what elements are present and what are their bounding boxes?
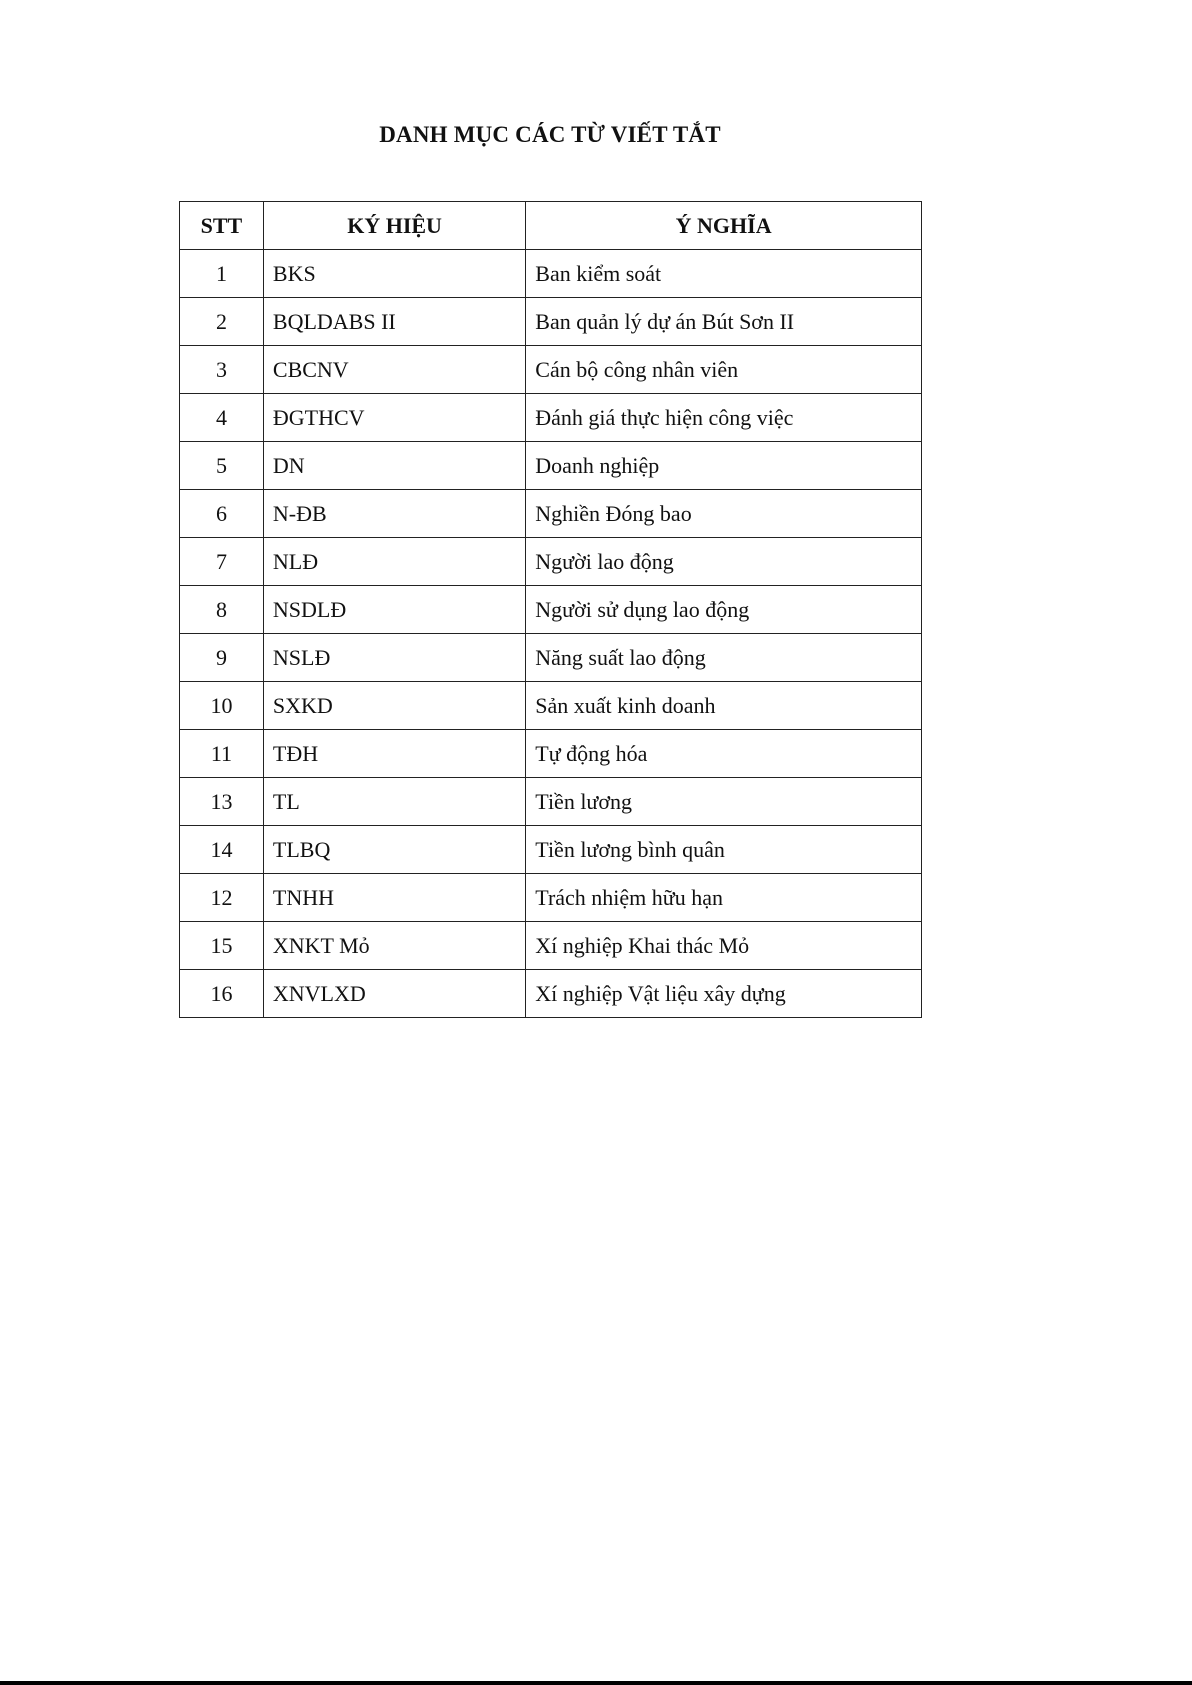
row-stt: 8 bbox=[180, 586, 264, 634]
row-meaning: Năng suất lao động bbox=[526, 634, 922, 682]
row-meaning: Người sử dụng lao động bbox=[526, 586, 922, 634]
table-row bbox=[180, 922, 922, 970]
row-stt: 11 bbox=[180, 730, 264, 778]
table-row bbox=[180, 298, 922, 346]
row-meaning: Xí nghiệp Khai thác Mỏ bbox=[526, 922, 922, 970]
row-meaning: Nghiền Đóng bao bbox=[526, 490, 922, 538]
table-row bbox=[180, 682, 922, 730]
row-code: TLBQ bbox=[263, 826, 525, 874]
row-meaning: Doanh nghiệp bbox=[526, 442, 922, 490]
header-meaning: Ý NGHĨA bbox=[526, 202, 922, 250]
row-stt: 1 bbox=[180, 250, 264, 298]
page-bottom-border bbox=[0, 1681, 1192, 1685]
table-row bbox=[180, 250, 922, 298]
row-stt: 2 bbox=[180, 298, 264, 346]
row-code: XNKT Mỏ bbox=[263, 922, 525, 970]
table-row bbox=[180, 394, 922, 442]
row-meaning: Tiền lương bình quân bbox=[526, 826, 922, 874]
row-code: XNVLXD bbox=[263, 970, 525, 1018]
row-code: CBCNV bbox=[263, 346, 525, 394]
table-row bbox=[180, 826, 922, 874]
row-meaning: Ban kiểm soát bbox=[526, 250, 922, 298]
table-row bbox=[180, 874, 922, 922]
row-meaning: Người lao động bbox=[526, 538, 922, 586]
row-stt: 6 bbox=[180, 490, 264, 538]
page-title: DANH MỤC CÁC TỪ VIẾT TẮT bbox=[379, 122, 721, 147]
table-row bbox=[180, 970, 922, 1018]
row-code: BQLDABS II bbox=[263, 298, 525, 346]
table-header-row bbox=[180, 202, 922, 250]
row-stt: 7 bbox=[180, 538, 264, 586]
row-stt: 14 bbox=[180, 826, 264, 874]
row-meaning: Cán bộ công nhân viên bbox=[526, 346, 922, 394]
row-stt: 15 bbox=[180, 922, 264, 970]
table-row bbox=[180, 730, 922, 778]
row-code: NSLĐ bbox=[263, 634, 525, 682]
row-meaning: Trách nhiệm hữu hạn bbox=[526, 874, 922, 922]
row-code: BKS bbox=[263, 250, 525, 298]
header-code: KÝ HIỆU bbox=[263, 202, 525, 250]
row-meaning: Tự động hóa bbox=[526, 730, 922, 778]
row-meaning: Tiền lương bbox=[526, 778, 922, 826]
header-stt: STT bbox=[180, 202, 264, 250]
row-code: TNHH bbox=[263, 874, 525, 922]
table-row bbox=[180, 490, 922, 538]
row-meaning: Ban quản lý dự án Bút Sơn II bbox=[526, 298, 922, 346]
table-row bbox=[180, 778, 922, 826]
row-code: ĐGTHCV bbox=[263, 394, 525, 442]
row-stt: 5 bbox=[180, 442, 264, 490]
row-meaning: Đánh giá thực hiện công việc bbox=[526, 394, 922, 442]
row-stt: 12 bbox=[180, 874, 264, 922]
row-stt: 16 bbox=[180, 970, 264, 1018]
table-row bbox=[180, 538, 922, 586]
row-stt: 3 bbox=[180, 346, 264, 394]
table-row bbox=[180, 634, 922, 682]
row-code: SXKD bbox=[263, 682, 525, 730]
row-code: NLĐ bbox=[263, 538, 525, 586]
row-code: NSDLĐ bbox=[263, 586, 525, 634]
row-code: TĐH bbox=[263, 730, 525, 778]
row-code: TL bbox=[263, 778, 525, 826]
row-stt: 4 bbox=[180, 394, 264, 442]
row-stt: 10 bbox=[180, 682, 264, 730]
abbreviation-table bbox=[179, 201, 922, 1018]
table-row bbox=[180, 442, 922, 490]
table-row bbox=[180, 586, 922, 634]
row-meaning: Sản xuất kinh doanh bbox=[526, 682, 922, 730]
row-meaning: Xí nghiệp Vật liệu xây dựng bbox=[526, 970, 922, 1018]
row-code: DN bbox=[263, 442, 525, 490]
table-row bbox=[180, 346, 922, 394]
row-code: N-ĐB bbox=[263, 490, 525, 538]
row-stt: 9 bbox=[180, 634, 264, 682]
row-stt: 13 bbox=[180, 778, 264, 826]
